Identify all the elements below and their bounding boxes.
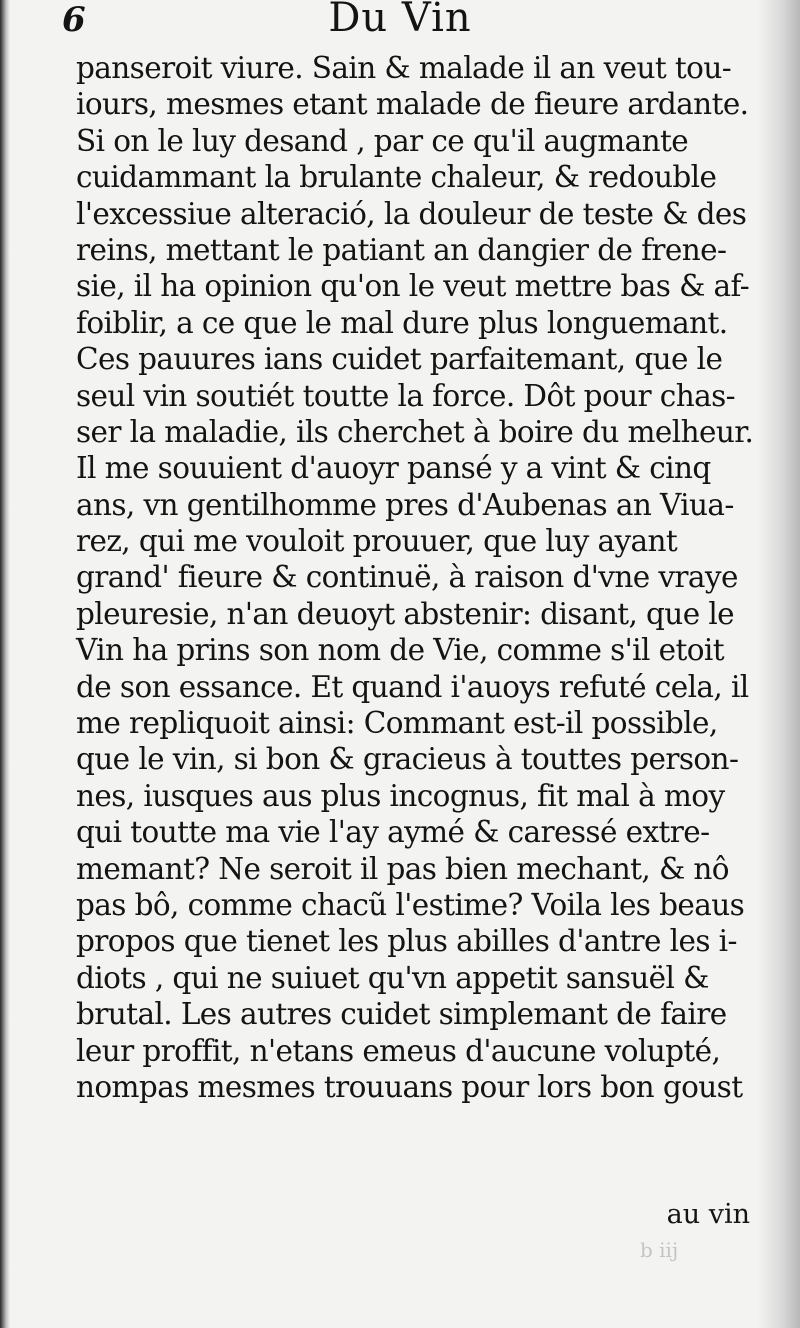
text-line: pas bô, comme chacũ l'estime? Voila les beaus [76,887,745,922]
text-line: l'excessiue alteració, la douleur de teste & des [76,196,747,231]
text-line: nompas mesmes trouuans pour lors bon goust [76,1069,743,1104]
text-line: leur proffit, n'etans emeus d'aucune volupté, [76,1033,721,1068]
page-number: 6 [62,0,86,40]
text-line: iours, mesmes etant malade de fieure ardante. [76,87,749,122]
text-line: Ces pauures ians cuidet parfaitemant, que le [76,342,723,377]
text-line: qui toutte ma vie l'ay aymé & caressé extre- [76,815,710,850]
text-line: grand' fieure & continuë, à raison d'vne vraye [76,560,738,595]
text-line: Il me souuient d'auoyr pansé y a vint & cinq [76,451,711,486]
text-line: Vin ha prins son nom de Vie, comme s'il etoit [76,633,724,668]
text-line: foiblir, a ce que le mal dure plus longuemant. [76,305,728,340]
text-line: ser la maladie, ils cherchet à boire du melheur. [76,414,754,449]
body-text [76,50,756,1105]
text-line: cuidammant la brulante chaleur, & redouble [76,160,717,195]
text-line: sie, il ha opinion qu'on le veut mettre bas & af- [76,269,750,304]
text-line: propos que tienet les plus abilles d'antre les i- [76,924,737,959]
text-line: de son essance. Et quand i'auoys refuté cela, il [76,669,749,704]
text-line: rez, qui me vouloit prouuer, que luy ayant [76,524,678,559]
text-line: ans, vn gentilhomme pres d'Aubenas an Viua- [76,487,734,522]
text-line: brutal. Les autres cuidet simplemant de faire [76,997,727,1032]
text-line: pleuresie, n'an deuoyt abstenir: disant, que le [76,596,735,631]
text-line: panseroit viure. Sain & malade il an veut tou- [76,51,732,85]
text-line: reins, mettant le patiant an dangier de frene- [76,232,727,267]
text-line: memant? Ne seroit il pas bien mechant, & nô [76,851,729,886]
text-line: me repliquoit ainsi: Commant est-il possible, [76,706,718,741]
signature-mark: b iij [640,1238,679,1262]
text-line: seul vin soutiét toutte la force. Dôt pour chas- [76,378,736,413]
text-line: que le vin, si bon & gracieus à touttes person- [76,742,739,777]
running-title: Du Vin [328,0,472,41]
text-line: diots , qui ne suiuet qu'vn appetit sansuël & [76,960,709,995]
page-gutter-shadow [0,0,10,1328]
page-edge-shadow [758,0,800,1328]
text-line: nes, iusques aus plus incognus, fit mal à moy [76,778,725,813]
text-line: Si on le luy desand , par ce qu'il augmante [76,123,689,158]
catchword: au vin [666,1199,750,1230]
